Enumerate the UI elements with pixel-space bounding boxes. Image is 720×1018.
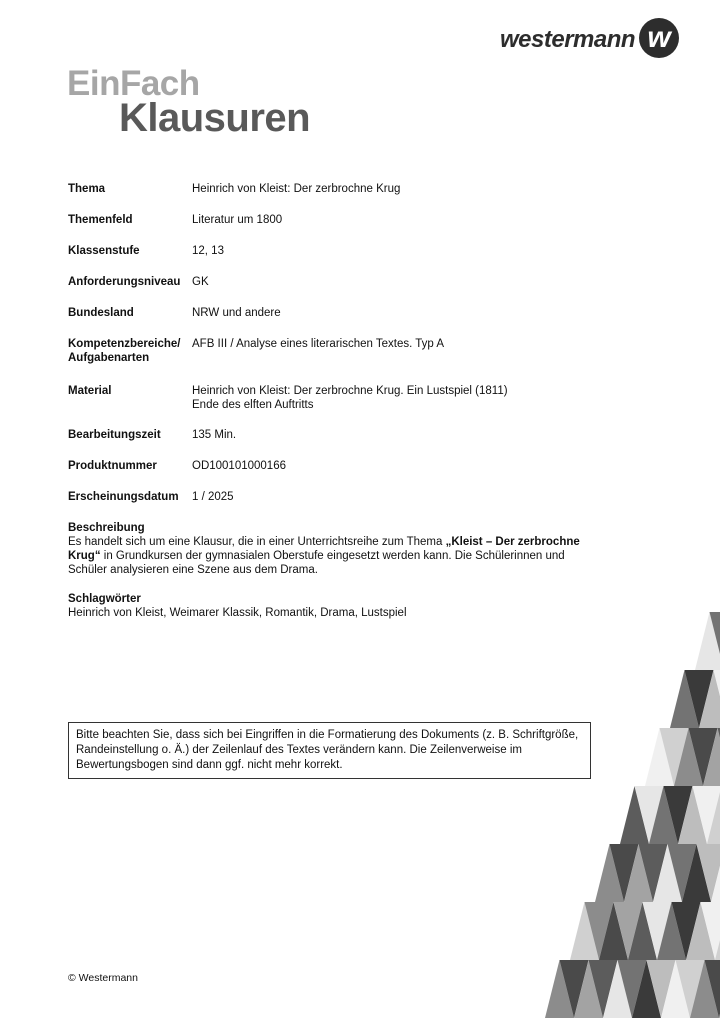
- description-text-end: in Grundkursen der gymnasialen Oberstufe eingesetzt werden kann. Die Schülerinnen und Schüler analysieren eine Szene aus dem Drama.: [68, 550, 565, 576]
- meta-value: 1 / 2025: [192, 491, 234, 503]
- formatting-notice-box: Bitte beachten Sie, dass sich bei Eingriffen in die Formatierung des Dokuments (z. B. Schriftgröße, Randeinstellung o. Ä.) der Zeilenlauf des Textes verändern kann. Die Zeilenverweise im Bewertungsbogen sind dann ggf. nicht mehr korrekt.: [68, 722, 591, 779]
- meta-label-line2: Aufgabenarten: [68, 352, 150, 364]
- publisher-logo-icon: w: [639, 18, 679, 58]
- series-title-line2: Klausuren: [119, 96, 311, 140]
- meta-value: GK: [192, 276, 209, 288]
- meta-label: Produktnummer: [68, 460, 157, 472]
- meta-value: OD100101000166: [192, 460, 286, 472]
- description-heading: Beschreibung: [68, 522, 145, 534]
- meta-label: Anforderungsniveau: [68, 276, 181, 288]
- keywords-heading: Schlagwörter: [68, 593, 141, 605]
- meta-label: Themenfeld: [68, 214, 133, 226]
- description-text-topic: „Kleist – Der zerbrochne Krug“: [68, 536, 580, 562]
- series-title-line1: EinFach: [67, 64, 200, 103]
- meta-label: Bearbeitungszeit: [68, 429, 161, 441]
- keywords-text: Heinrich von Kleist, Weimarer Klassik, Romantik, Drama, Lustspiel: [68, 607, 407, 619]
- meta-label-line1: Kompetenzbereiche/: [68, 338, 181, 350]
- meta-value: AFB III / Analyse eines literarischen Textes. Typ A: [192, 338, 445, 350]
- meta-value: Literatur um 1800: [192, 214, 283, 226]
- meta-value: NRW und andere: [192, 307, 281, 319]
- meta-value-line2: Ende des elften Auftritts: [192, 399, 314, 411]
- description-text-start: Es handelt sich um eine Klausur, die in einer Unterrichtsreihe zum Thema: [68, 536, 446, 548]
- meta-value-line1: Heinrich von Kleist: Der zerbrochne Krug. Ein Lustspiel (1811): [192, 385, 508, 397]
- meta-label: Erscheinungsdatum: [68, 491, 179, 503]
- meta-label: Bundesland: [68, 307, 134, 319]
- meta-label: Thema: [68, 183, 106, 195]
- meta-value: Heinrich von Kleist: Der zerbrochne Krug: [192, 183, 401, 195]
- meta-value: 12, 13: [192, 245, 224, 257]
- meta-label: Klassenstufe: [68, 245, 140, 257]
- meta-label: Material: [68, 385, 112, 397]
- copyright-footer: © Westermann: [68, 972, 138, 984]
- publisher-wordmark: westermann: [500, 26, 636, 53]
- meta-value: 135 Min.: [192, 429, 237, 441]
